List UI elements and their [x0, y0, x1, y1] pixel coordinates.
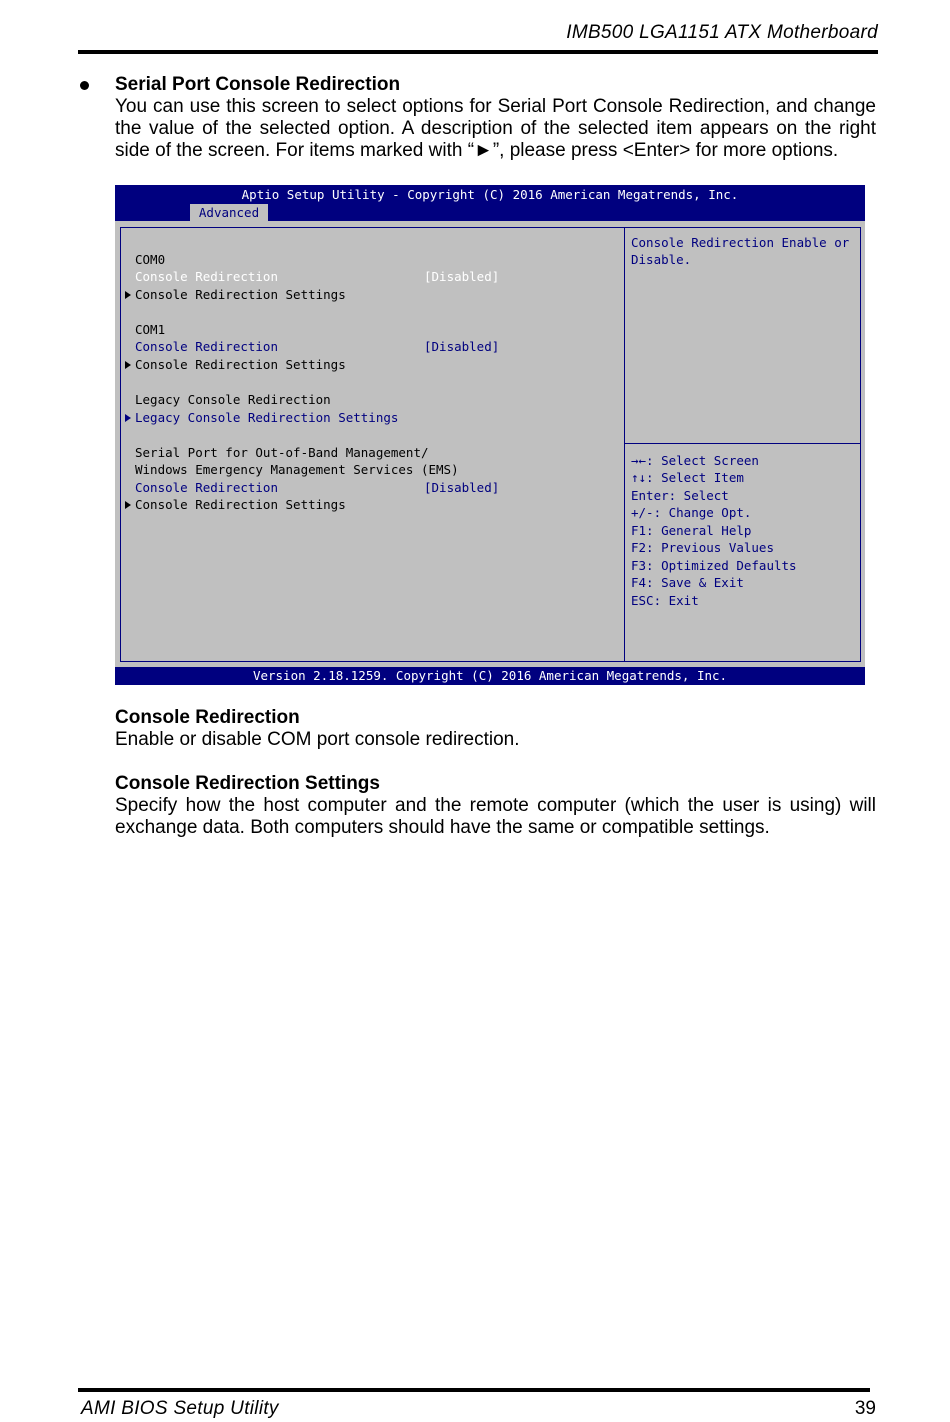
com1-redirection[interactable]: Console Redirection [135, 339, 278, 354]
item-title: Console Redirection Settings [115, 773, 380, 794]
bios-version-bar: Version 2.18.1259. Copyright (C) 2016 American Megatrends, Inc. [115, 667, 865, 685]
section-title: Serial Port Console Redirection [115, 74, 401, 95]
item-title: Console Redirection [115, 707, 300, 728]
com1-redirection-value[interactable]: [Disabled] [424, 339, 500, 354]
key-hint: Enter: Select [631, 488, 729, 503]
com0-redirection-value[interactable]: [Disabled] [424, 269, 500, 284]
ems-redirection-value[interactable]: [Disabled] [424, 480, 500, 495]
legacy-label: Legacy Console Redirection [135, 392, 331, 407]
section-serial-port [80, 74, 876, 162]
submenu-arrow-icon [125, 291, 131, 299]
com1-label: COM1 [135, 322, 166, 337]
key-hint: F1: General Help [631, 523, 752, 538]
footer-title: AMI BIOS Setup Utility [81, 1398, 279, 1419]
ems-label-1: Serial Port for Out-of-Band Management/ [135, 445, 429, 460]
item-console-redirection-settings [115, 773, 876, 839]
submenu-arrow-icon [125, 361, 131, 369]
ems-redirection[interactable]: Console Redirection [135, 480, 278, 495]
ems-settings[interactable]: Console Redirection Settings [135, 497, 346, 512]
com0-redirection[interactable]: Console Redirection [135, 269, 278, 284]
help-text: Disable. [631, 252, 692, 267]
key-hint: F4: Save & Exit [631, 575, 744, 590]
tab-advanced[interactable]: Advanced [190, 204, 268, 221]
page-footer [78, 1388, 876, 1422]
item-text: Specify how the host computer and the remote computer (which the user is using) will exchange data. Both computers should have the same or compatible settings. [115, 795, 876, 838]
bios-divider [624, 227, 625, 661]
bios-screenshot [115, 185, 865, 685]
legacy-settings[interactable]: Legacy Console Redirection Settings [135, 410, 399, 425]
com1-settings[interactable]: Console Redirection Settings [135, 357, 346, 372]
item-text: Enable or disable COM port console redirection. [115, 729, 520, 750]
bios-divider [625, 443, 860, 444]
bios-title: Aptio Setup Utility - Copyright (C) 2016 American Megatrends, Inc. [241, 187, 739, 202]
key-hint: F2: Previous Values [631, 540, 774, 555]
key-hint: →←: Select Screen [631, 453, 759, 468]
page-header [78, 20, 878, 54]
com0-settings[interactable]: Console Redirection Settings [135, 287, 346, 302]
bios-title-bar [115, 185, 865, 221]
page-number: 39 [854, 1398, 876, 1419]
ems-label-2: Windows Emergency Management Services (EMS) [135, 462, 459, 477]
key-hint: ↑↓: Select Item [631, 470, 744, 485]
submenu-arrow-icon [125, 414, 131, 422]
bullet-icon [80, 81, 89, 90]
help-text: Console Redirection Enable or [631, 235, 850, 250]
key-hint: F3: Optimized Defaults [631, 558, 797, 573]
section-paragraph: You can use this screen to select options for Serial Port Console Redirection, and change the value of the selected option. A description of the selected item appears on the right side of the screen. For items marked with “►”, please press <Enter> for more options. [115, 96, 876, 161]
com0-label: COM0 [135, 252, 166, 267]
key-hint: +/-: Change Opt. [631, 505, 752, 520]
key-hint: ESC: Exit [631, 593, 699, 608]
submenu-arrow-icon [125, 501, 131, 509]
header-title: IMB500 LGA1151 ATX Motherboard [566, 22, 878, 43]
item-console-redirection [115, 707, 876, 751]
